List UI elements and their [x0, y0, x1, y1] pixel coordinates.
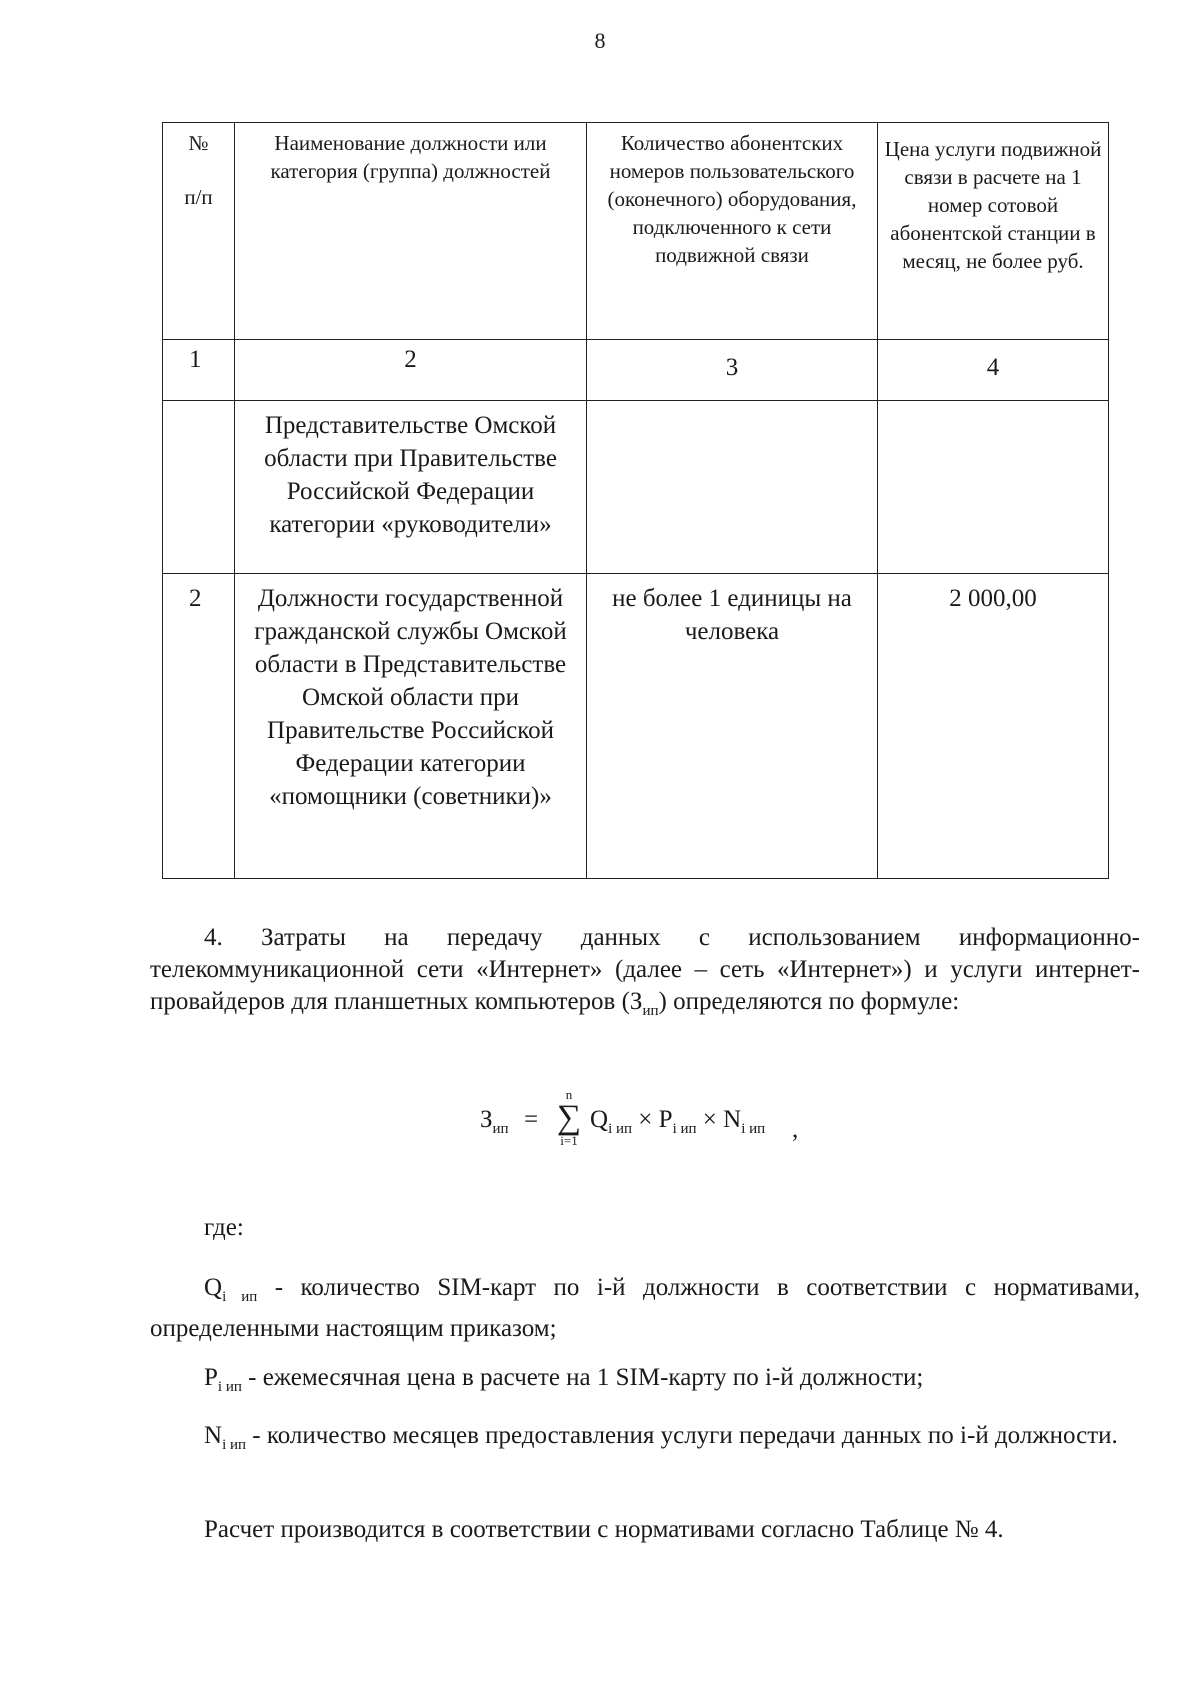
- formula-sum: [554, 1088, 584, 1148]
- definition-p: $P_{i ип}$ - ежемесячная цена в расчете на 1 SIM-карту по i-й должности;: [204, 1364, 924, 1395]
- row-quantity: не более 1 единицы на человека: [587, 574, 878, 879]
- sum-upper-limit: n: [565, 1087, 573, 1102]
- row-number: 2: [163, 574, 235, 879]
- row-price: [878, 401, 1109, 574]
- column-number: 2: [235, 340, 587, 401]
- formula: [480, 1088, 820, 1168]
- row-position: Представительстве Омской области при Правительстве Российской Федерации категории «руководители»: [235, 401, 587, 574]
- table-row: [163, 401, 1109, 574]
- formula-rhs: $Q_{i ип} \times P_{i ип} \times N_{i ип}$: [590, 1106, 766, 1137]
- paragraph-4-end: ) определяются по формуле:: [658, 988, 960, 1015]
- page-number: 8: [594, 28, 606, 53]
- definition-q: $Q_{i ип}$ - количество SIM-карт по i-й должности в соответствии с нормативами, определенными настоящим приказом;: [150, 1274, 1140, 1342]
- paragraph-4-text: 4. Затраты на передачу данных с использованием информационно-телекоммуникационной сети «Интернет» (далее – сеть «Интернет») и услуги интернет-провайдеров для планшетных компьютеров (З: [150, 924, 1140, 1015]
- header-position: Наименование должности или категория (группа) должностей: [235, 123, 587, 340]
- formula-comma: ,: [792, 1116, 799, 1143]
- final-sentence: Расчет производится в соответствии с нормативами согласно Таблице № 4.: [204, 1516, 1004, 1543]
- column-number: 4: [878, 340, 1109, 401]
- header-number-pp: п/п: [184, 185, 213, 209]
- paragraph-4: [150, 922, 1140, 1027]
- table-header-row: [163, 123, 1109, 340]
- column-number-row: [163, 340, 1109, 401]
- norms-table: [162, 122, 1109, 879]
- column-number: 1: [163, 340, 235, 401]
- paragraph-4-subscript: ип: [642, 1003, 659, 1019]
- header-price: Цена услуги подвижной связи в расчете на 1 номер сотовой абонентской станции в месяц, не более руб.: [878, 123, 1109, 340]
- header-quantity: Количество абонентских номеров пользовательского (оконечного) оборудования, подключенного к сети подвижной связи: [587, 123, 878, 340]
- definition-n: $N_{i ип}$ - количество месяцев предоставления услуги передачи данных по i-й должности.: [204, 1422, 1118, 1453]
- row-quantity: [587, 401, 878, 574]
- row-position: Должности государственной гражданской службы Омской области в Представительстве Омской области при Правительстве Российской Федерации категории «помощники (советники)»: [235, 574, 587, 879]
- header-number-symbol: №: [188, 131, 209, 155]
- formula-lhs: $З_{ип}$: [480, 1106, 509, 1137]
- sum-sign: ∑: [556, 1099, 582, 1136]
- header-number: [163, 123, 235, 340]
- sum-lower-limit: i=1: [560, 1133, 578, 1148]
- row-number: [163, 401, 235, 574]
- table-row: [163, 574, 1109, 879]
- column-number: 3: [587, 340, 878, 401]
- row-price: 2 000,00: [878, 574, 1109, 879]
- formula-equals: =: [524, 1106, 539, 1133]
- where-label: где:: [204, 1214, 244, 1241]
